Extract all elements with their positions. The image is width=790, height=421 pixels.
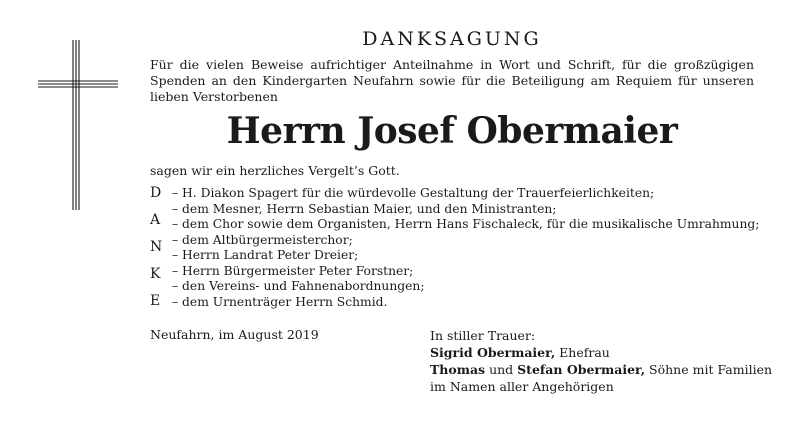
mourner-relation: Söhne mit Familien <box>645 362 773 377</box>
thanks-line: sagen wir ein herzliches Vergelt’s Gott. <box>150 163 400 178</box>
thanks-list <box>172 186 759 310</box>
conjunction: und <box>485 362 518 377</box>
mourner-name: Thomas <box>430 362 486 377</box>
vertical-letters <box>150 186 162 321</box>
list-item: – dem Altbürgermeisterchor; <box>172 232 353 247</box>
mourner-relation: Ehefrau <box>555 345 610 360</box>
list-item: – den Vereins- und Fahnenabordnungen; <box>172 279 425 293</box>
letter: K <box>150 266 161 282</box>
mourner-name: Stefan Obermaier, <box>517 362 646 377</box>
mourning-intro: In stiller Trauer: <box>430 328 536 343</box>
letter: E <box>150 293 161 309</box>
heading: DANKSAGUNG <box>362 28 542 50</box>
mourning-block <box>430 327 772 395</box>
letter: D <box>150 185 162 201</box>
cross-icon <box>38 40 118 210</box>
deceased-name: Herrn Josef Obermaier <box>226 110 678 152</box>
letter: A <box>150 212 161 228</box>
mourning-line-3: im Namen aller Angehörigen <box>430 379 614 394</box>
list-item: – H. Diakon Spagert für die würdevolle Gestaltung der Trauerfeierlichkeiten; <box>172 186 655 200</box>
mourning-line-2 <box>430 361 772 378</box>
list-item: – dem Mesner, Herrn Sebastian Maier, und den Ministranten; <box>172 201 557 216</box>
letter: N <box>150 239 163 255</box>
list-item: – dem Urnenträger Herrn Schmid. <box>172 294 388 309</box>
intro-text: Für die vielen Beweise aufrichtiger Anteilnahme in Wort und Schrift, für die großzügigen Spenden an den Kindergarten Neufahrn sowie für die Beteiligung am Requiem für unseren lieben Verstorbenen <box>150 57 754 104</box>
list-item: – Herrn Bürgermeister Peter Forstner; <box>172 263 414 278</box>
list-item: – Herrn Landrat Peter Dreier; <box>172 248 359 262</box>
mourning-line-1 <box>430 344 772 361</box>
place-date: Neufahrn, im August 2019 <box>150 327 319 342</box>
mourner-name: Sigrid Obermaier, <box>430 345 556 360</box>
list-item: – dem Chor sowie dem Organisten, Herrn Hans Fischaleck, für die musikalische Umrahmung; <box>172 217 760 231</box>
